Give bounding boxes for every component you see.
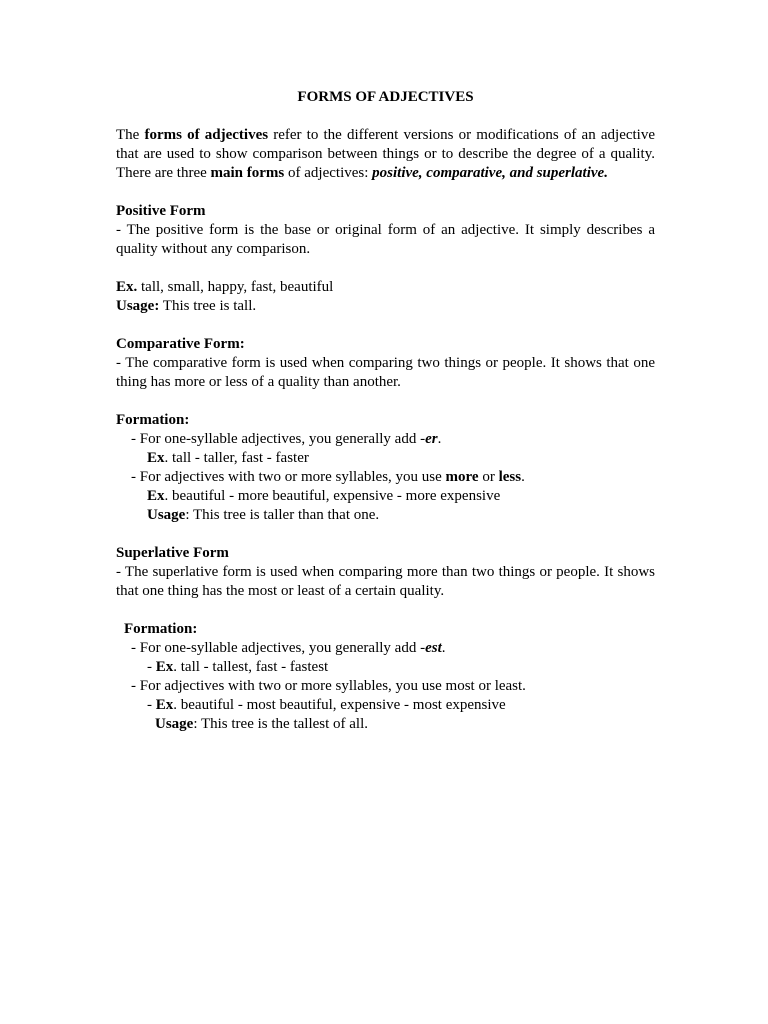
- superlative-rule-1: - For one-syllable adjectives, you generally add -est.: [131, 640, 446, 656]
- spacer: [116, 392, 655, 411]
- superlative-description: - The superlative form is used when comparing more than two things or people. It shows that one thing has the most or least of a certain quality.: [116, 564, 655, 599]
- intro-text-3: of adjectives:: [284, 165, 373, 181]
- intro-paragraph: [116, 126, 655, 183]
- positive-heading: Positive Form: [116, 203, 206, 219]
- spacer: [116, 601, 655, 620]
- superlative-example-1: - Ex. tall - tallest, fast - fastest: [147, 659, 329, 675]
- positive-usage: Usage: This tree is tall.: [116, 298, 257, 314]
- superlative-usage: Usage: This tree is the tallest of all.: [155, 716, 369, 732]
- superlative-example-2: - Ex. beautiful - most beautiful, expensive - most expensive: [147, 697, 506, 713]
- spacer: [116, 316, 655, 335]
- page-title: FORMS OF ADJECTIVES: [297, 89, 474, 105]
- intro-bold-italic: positive, comparative, and superlative.: [372, 165, 608, 181]
- comparative-usage: Usage: This tree is taller than that one.: [147, 507, 380, 523]
- intro-text-1: The: [116, 127, 145, 143]
- comparative-example-1: Ex. tall - taller, fast - faster: [147, 450, 309, 466]
- document-body: [116, 88, 655, 734]
- comparative-rule-1: - For one-syllable adjectives, you generally add -er.: [131, 431, 442, 447]
- superlative-formation-label: Formation:: [124, 621, 198, 637]
- superlative-heading: Superlative Form: [116, 545, 229, 561]
- comparative-example-2: Ex. beautiful - more beautiful, expensive - more expensive: [147, 488, 501, 504]
- spacer: [116, 525, 655, 544]
- superlative-rule-2: - For adjectives with two or more syllables, you use most or least.: [131, 678, 526, 694]
- intro-bold-2: main forms: [210, 165, 285, 181]
- comparative-rule-2: - For adjectives with two or more syllables, you use more or less.: [131, 469, 525, 485]
- spacer: [116, 183, 655, 202]
- positive-example: Ex. tall, small, happy, fast, beautiful: [116, 279, 334, 295]
- intro-bold-1: forms of adjectives: [144, 127, 269, 143]
- comparative-description: - The comparative form is used when comparing two things or people. It shows that one thing has more or less of a quality than another.: [116, 355, 655, 390]
- positive-description: - The positive form is the base or original form of an adjective. It simply describes a quality without any comparison.: [116, 222, 655, 257]
- intro-text-2: refer to the different versions or modifications of an adjective that are used to show comparison between things or to describe the degree of a quality. There are three: [116, 127, 656, 181]
- spacer: [116, 259, 655, 278]
- comparative-heading: Comparative Form:: [116, 336, 245, 352]
- comparative-formation-label: Formation:: [116, 412, 190, 428]
